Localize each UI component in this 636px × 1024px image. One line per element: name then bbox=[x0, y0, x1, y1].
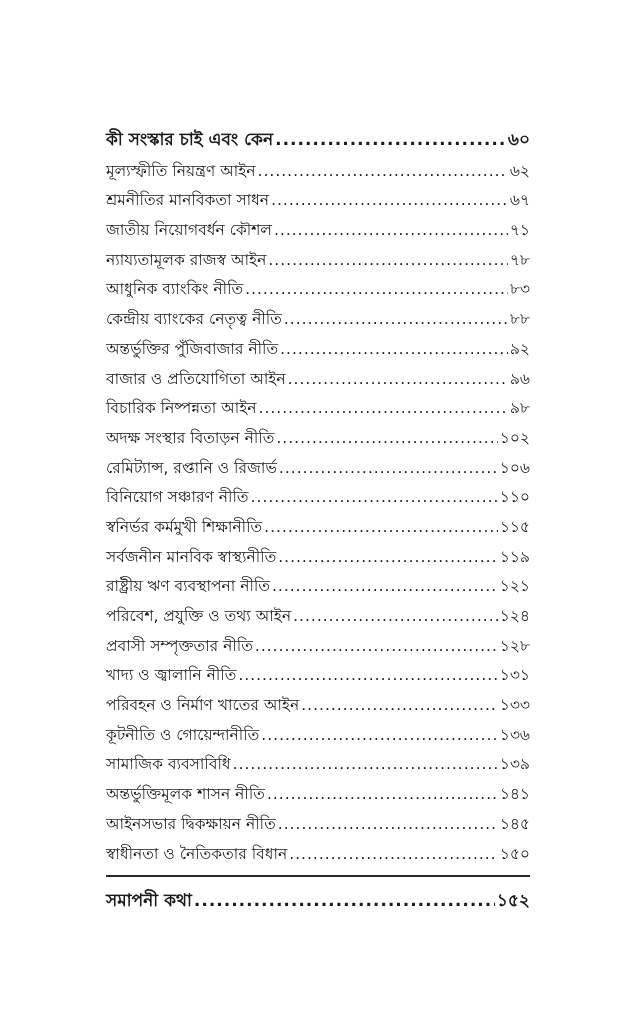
dot-leader bbox=[238, 661, 497, 691]
toc-entry-title: সামাজিক ব্যবসাবিধি bbox=[106, 755, 231, 774]
dot-leader bbox=[276, 424, 497, 454]
toc-entry bbox=[106, 750, 530, 780]
dot-leader bbox=[268, 246, 507, 276]
dot-leader bbox=[278, 810, 498, 840]
toc-entry-title: খাদ্য ও জ্বালানি নীতি bbox=[106, 666, 237, 685]
toc-entry bbox=[106, 454, 530, 484]
toc-entry bbox=[106, 810, 530, 840]
toc-entry-page-number: ৭৮ bbox=[509, 250, 530, 269]
dot-leader bbox=[258, 157, 508, 187]
toc-section-entry bbox=[106, 887, 530, 917]
toc-entry-page-number: ১১৫ bbox=[499, 517, 530, 536]
toc-entry bbox=[106, 335, 530, 365]
toc-entry bbox=[106, 394, 530, 424]
toc-entry bbox=[106, 602, 530, 632]
toc-entry-page-number: ১২৮ bbox=[499, 636, 530, 655]
toc-entry-title: বাজার ও প্রতিযোগিতা আইন bbox=[106, 369, 286, 388]
dot-leader bbox=[245, 275, 508, 305]
toc-entry-title: কূটনীতি ও গোয়েন্দানীতি bbox=[106, 725, 260, 744]
toc-entry-title: প্রবাসী সম্পৃক্ততার নীতি bbox=[106, 636, 253, 655]
toc-entry-page-number: ৭১ bbox=[509, 221, 530, 240]
toc-entry-title: আইনসভার দ্বিকক্ষায়ন নীতি bbox=[106, 814, 276, 833]
dot-leader bbox=[289, 840, 498, 870]
toc-entry-page-number: ৯৮ bbox=[509, 399, 530, 418]
toc-entry-page-number: ৮৮ bbox=[509, 310, 530, 329]
toc-entry bbox=[106, 691, 530, 721]
toc-entry-title: শ্রমনীতির মানবিকতা সাধন bbox=[106, 191, 270, 210]
toc-entry-page-number: ৬৭ bbox=[509, 191, 530, 210]
toc-entry-title: অন্তর্ভুক্তির পুঁজিবাজার নীতি bbox=[106, 339, 279, 358]
toc-entry-page-number: ১২৪ bbox=[499, 607, 530, 625]
toc-entry bbox=[106, 780, 530, 810]
toc-entry-title: মূল্যস্ফীতি নিয়ন্ত্রণ আইন bbox=[106, 161, 256, 180]
toc-entry-title: ন্যায্যতামূলক রাজস্ব আইন bbox=[106, 250, 267, 269]
toc-entry-page-number: ১২১ bbox=[499, 577, 530, 596]
dot-leader bbox=[267, 780, 498, 810]
dot-leader bbox=[274, 216, 508, 246]
toc-entry bbox=[106, 246, 530, 276]
toc-entry bbox=[106, 424, 530, 454]
toc-entry-title: অদক্ষ সংস্থার বিতাড়ন নীতি bbox=[106, 428, 275, 447]
toc-entry-title: বিনিয়োগ সঞ্চারণ নীতি bbox=[106, 488, 249, 507]
toc-entry bbox=[106, 661, 530, 691]
dot-leader bbox=[194, 887, 495, 917]
toc-entry bbox=[106, 721, 530, 751]
toc-entry-page-number: ১৫২ bbox=[496, 890, 530, 911]
toc-entry-page-number: ১৩৯ bbox=[499, 755, 530, 774]
toc-entry bbox=[106, 216, 530, 246]
toc-entry bbox=[106, 483, 530, 513]
dot-leader bbox=[272, 572, 498, 602]
dot-leader bbox=[278, 543, 498, 573]
toc-entry-title: পরিবহন ও নির্মাণ খাতের আইন bbox=[106, 696, 300, 715]
toc-entry bbox=[106, 632, 530, 662]
dot-leader bbox=[233, 750, 498, 780]
toc-entry-page-number: ৯২ bbox=[509, 339, 530, 358]
toc-entry bbox=[106, 186, 530, 216]
toc-entry-title: বিচারিক নিষ্পন্নতা আইন bbox=[106, 399, 257, 418]
toc-entry-page-number: ১৩৬ bbox=[499, 725, 530, 744]
toc-list bbox=[106, 126, 530, 916]
toc-entry-page-number: ৬২ bbox=[509, 161, 530, 180]
toc-entry bbox=[106, 543, 530, 573]
toc-entry-title: রেমিট্যান্স, রপ্তানি ও রিজার্ভ bbox=[106, 458, 277, 477]
toc-entry bbox=[106, 840, 530, 870]
toc-entry-page-number: ১৫০ bbox=[499, 844, 530, 863]
toc-entry-page-number: ৯৬ bbox=[509, 369, 530, 388]
toc-entry-title: অন্তর্ভুক্তিমূলক শাসন নীতি bbox=[106, 785, 265, 804]
toc-entry bbox=[106, 365, 530, 395]
dot-leader bbox=[279, 454, 498, 484]
toc-entry-page-number: ১৩৩ bbox=[499, 696, 530, 715]
toc-entry bbox=[106, 572, 530, 602]
toc-section-entry bbox=[106, 126, 530, 156]
toc-entry-page-number: ১১৯ bbox=[499, 547, 530, 566]
dot-leader bbox=[264, 513, 498, 543]
dot-leader bbox=[301, 691, 498, 721]
toc-entry-title: সমাপনী কথা bbox=[106, 890, 192, 911]
dot-leader bbox=[261, 721, 497, 751]
toc-entry-title: স্বনির্ভর কর্মমুখী শিক্ষানীতি bbox=[106, 517, 263, 536]
section-divider bbox=[106, 875, 530, 877]
toc-entry-title: কেন্দ্রীয় ব্যাংকের নেতৃত্ব নীতি bbox=[106, 310, 282, 329]
toc-entry-page-number: ৬০ bbox=[507, 130, 530, 150]
toc-entry-title: স্বাধীনতা ও নৈতিকতার বিধান bbox=[106, 844, 288, 863]
dot-leader bbox=[280, 335, 508, 365]
toc-entry-title: রাষ্ট্রীয় ঋণ ব্যবস্থাপনা নীতি bbox=[106, 577, 270, 596]
toc-entry-page-number: ১০২ bbox=[499, 428, 530, 447]
toc-entry-page-number: ১০৬ bbox=[499, 458, 530, 477]
dot-leader bbox=[293, 602, 498, 632]
toc-entry bbox=[106, 157, 530, 187]
dot-leader bbox=[271, 186, 508, 216]
toc-entry-page-number: ১১০ bbox=[499, 488, 530, 507]
dot-leader bbox=[251, 483, 498, 513]
dot-leader bbox=[275, 126, 506, 156]
toc-entry-page-number: ১৪১ bbox=[499, 785, 530, 804]
toc-entry-title: পরিবেশ, প্রযুক্তি ও তথ্য আইন bbox=[106, 607, 292, 625]
toc-entry-page-number: ৮৩ bbox=[509, 280, 530, 299]
dot-leader bbox=[288, 365, 508, 395]
table-of-contents bbox=[106, 126, 530, 916]
toc-entry-title: কী সংস্কার চাই এবং কেন bbox=[106, 130, 274, 150]
dot-leader bbox=[255, 632, 498, 662]
dot-leader bbox=[284, 305, 508, 335]
toc-entry-page-number: ১৪৫ bbox=[499, 814, 530, 833]
toc-entry-title: সর্বজনীন মানবিক স্বাস্থ্যনীতি bbox=[106, 547, 277, 566]
toc-entry-page-number: ১৩১ bbox=[499, 666, 530, 685]
toc-entry-title: আধুনিক ব্যাংকিং নীতি bbox=[106, 280, 244, 299]
toc-entry bbox=[106, 275, 530, 305]
toc-entry bbox=[106, 305, 530, 335]
dot-leader bbox=[259, 394, 508, 424]
toc-entry bbox=[106, 513, 530, 543]
toc-entry-title: জাতীয় নিয়োগবর্ধন কৌশল bbox=[106, 221, 272, 240]
